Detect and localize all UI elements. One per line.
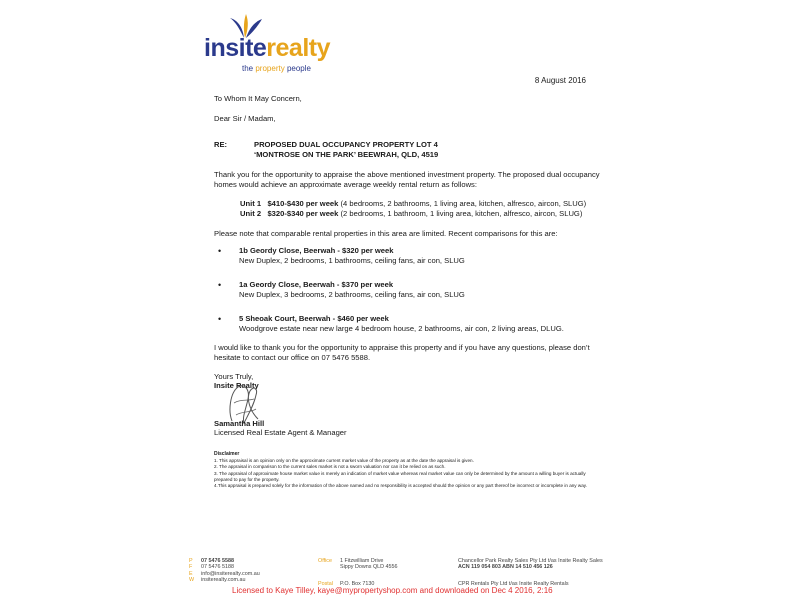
company-line-3: CPR Rentals Pty Ltd t/as Insite Realty Rentals bbox=[458, 580, 569, 587]
salutation: Dear Sir / Madam, bbox=[214, 114, 276, 123]
footer-company bbox=[458, 558, 603, 587]
bullet-icon: • bbox=[218, 246, 222, 256]
footer-email: info@insiterealty.com.au bbox=[201, 570, 260, 577]
company-line-2: ACN 119 054 803 ABN 14 510 456 126 bbox=[458, 564, 553, 571]
postal-label: Postal bbox=[318, 581, 333, 587]
office-line-1: 1 Fitzwilliam Drive bbox=[340, 558, 384, 564]
logo-tagline: the property people bbox=[242, 64, 311, 73]
disclaimer-section bbox=[214, 451, 604, 489]
disclaimer-item: 4.This appraisal is prepared solely for the information of the above named and no responsibility is accepted should the opinion or any part thereof be incorrect or incomplete in any way. bbox=[214, 483, 587, 489]
footer-office bbox=[318, 558, 398, 587]
re-label: RE: bbox=[214, 140, 228, 149]
re-subject-line-2: ‘MONTROSE ON THE PARK’ BEEWRAH, QLD, 4519 bbox=[254, 150, 439, 159]
disclaimer-item: 1. This appraisal is an opinion only on the approximate current market value of the property as at the date the appraisal is given. bbox=[214, 458, 474, 464]
letter-date: 8 August 2016 bbox=[534, 76, 586, 85]
closing-line-2: hesitate to contact our office on 07 5476 5588. bbox=[214, 353, 371, 362]
bullet-icon: • bbox=[218, 280, 222, 290]
office-line-2: Sippy Downs QLD 4556 bbox=[340, 564, 398, 571]
letter-page: insiterealty the property people 8 August 2016 To Whom It May Concern, Dear Sir / Madam, RE: PROPOSED DUAL OCCUPANCY PROPERTY LOT 4 ‘MONTROSE ON THE PARK’ BEEWRAH, QLD, 4519 Thank you for the opportunity to appraise the above mentioned investment property. The proposed dual occupancy homes would achieve an approximate average weekly rental return as follows: Unit 1 $410-$430 per week (4 bedrooms, 2 bathrooms, 1 living area, kitchen, alfresco, aircon, SLUG) Unit 2 $320-$340 per week (2 bedrooms, 1 bathroom, 1 living area, kitchen, alfresco, aircon, SLUG) Please note that comparable rental properties in this area are limited. Recent comparisons for this are: • 1b Geordy Close, Beerwah - $320 per week New Duplex, 2 bedrooms, 1 bathrooms, ceiling fans, air con, SLUG • 1a Geordy Close, Beerwah - $370 per week New Duplex, 3 bedrooms, 2 bathrooms, ceiling fans, air con, SLUG • 5 Sheoak Court, Beerwah - $460 per week Woodgrove estate near new large 4 bedroom house, 2 bathrooms, air con, 2 living areas, DLUG. I would like to thank you for the opportunity to appraise this property and if you have any questions, please don’t hesitate to contact our office on 07 5476 5588. Yours Truly, Insite Realty Samantha Hill Licensed Real Estate Agent & Manager Disclaimer 1. This appraisal is an opinion only on the approximate current market value of the property as at the date the appraisal is given. 2. The appraisal in comparison to the current sales market is not a sworn valuation nor can it be relied on as such. 3. The appraisal of approximate house market value is merely an indication of market value whereas real market value can only be determined by the amount a willing buyer is actually prepared to pay for the property. 4.This appraisal is prepared solely for the information of the above named and no responsibility is accepted should the opinion or any part thereof be incorrect or incomplete in any way. P 07 5476 5588 F 07 5476 5188 E info@insiterealty.com.au W insiterealty.com.au Office 1 Fitzwilliam Drive Sippy Downs QLD 4556 Postal P.O. Box 7130 Chancellor Park Realty Sales Pty Ltd t/as Insite Realty Sales ACN 119 054 803 ABN 14 510 456 126 CPR Rentals Pty Ltd t/as Insite Realty Rentals Licensed to Kaye Tilley, kaye@mypropertyshop.com and downloaded on Dec 4 2016, 2:16 bbox=[0, 0, 800, 600]
intro-paragraph-line-2: homes would achieve an approximate average weekly rental return as follows: bbox=[214, 180, 477, 189]
company-line-1: Chancellor Park Realty Sales Pty Ltd t/as Insite Realty Sales bbox=[458, 558, 603, 564]
bullet-icon: • bbox=[218, 314, 222, 324]
signer-title: Licensed Real Estate Agent & Manager bbox=[214, 428, 347, 437]
signer-name: Samantha Hill bbox=[214, 419, 265, 428]
intro-paragraph-line-1: Thank you for the opportunity to appraise the above mentioned investment property. The proposed dual occupancy bbox=[214, 170, 600, 179]
unit-row: Unit 2 $320-$340 per week (2 bedrooms, 1 bathroom, 1 living area, kitchen, alfresco, aircon, SLUG) bbox=[240, 208, 583, 218]
re-subject-line-1: PROPOSED DUAL OCCUPANCY PROPERTY LOT 4 bbox=[254, 140, 438, 149]
addressee: To Whom It May Concern, bbox=[214, 94, 302, 103]
disclaimer-item: 2. The appraisal in comparison to the current sales market is not a sworn valuation nor can it be relied on as such. bbox=[214, 464, 446, 470]
footer-fax: 07 5476 5188 bbox=[201, 564, 234, 571]
footer-contacts: P 07 5476 5588 F 07 5476 5188 E info@insiterealty.com.au W insiterealty.com.au bbox=[189, 558, 260, 584]
signoff: Yours Truly, bbox=[214, 372, 254, 381]
footer-website: insiterealty.com.au bbox=[201, 577, 246, 584]
disclaimer-title: Disclaimer bbox=[214, 451, 240, 457]
postal-line-1: P.O. Box 7130 bbox=[340, 581, 375, 587]
comparisons-intro: Please note that comparable rental properties in this area are limited. Recent comparisons for this are: bbox=[214, 229, 558, 238]
license-watermark: Licensed to Kaye Tilley, kaye@mypropertyshop.com and downloaded on Dec 4 2016, 2:16 bbox=[232, 586, 553, 595]
footer-phone: 07 5476 5588 bbox=[201, 558, 234, 564]
company-logo bbox=[204, 14, 364, 72]
company-name: Insite Realty bbox=[214, 381, 259, 390]
unit-row: Unit 1 $410-$430 per week (4 bedrooms, 2 bathrooms, 1 living area, kitchen, alfresco, aircon, SLUG) bbox=[240, 199, 587, 208]
logo-wordmark: insiterealty bbox=[204, 34, 331, 62]
disclaimer-item: 3. The appraisal of approximate house market value is merely an indication of market value whereas real market value can only be determined by the amount a willing buyer is actually prepared to pay for the property. bbox=[214, 470, 586, 482]
closing-line-1: I would like to thank you for the opportunity to appraise this property and if you have any questions, please don’t bbox=[214, 343, 590, 352]
unit-rentals bbox=[240, 199, 586, 218]
office-label: Office bbox=[318, 558, 332, 564]
